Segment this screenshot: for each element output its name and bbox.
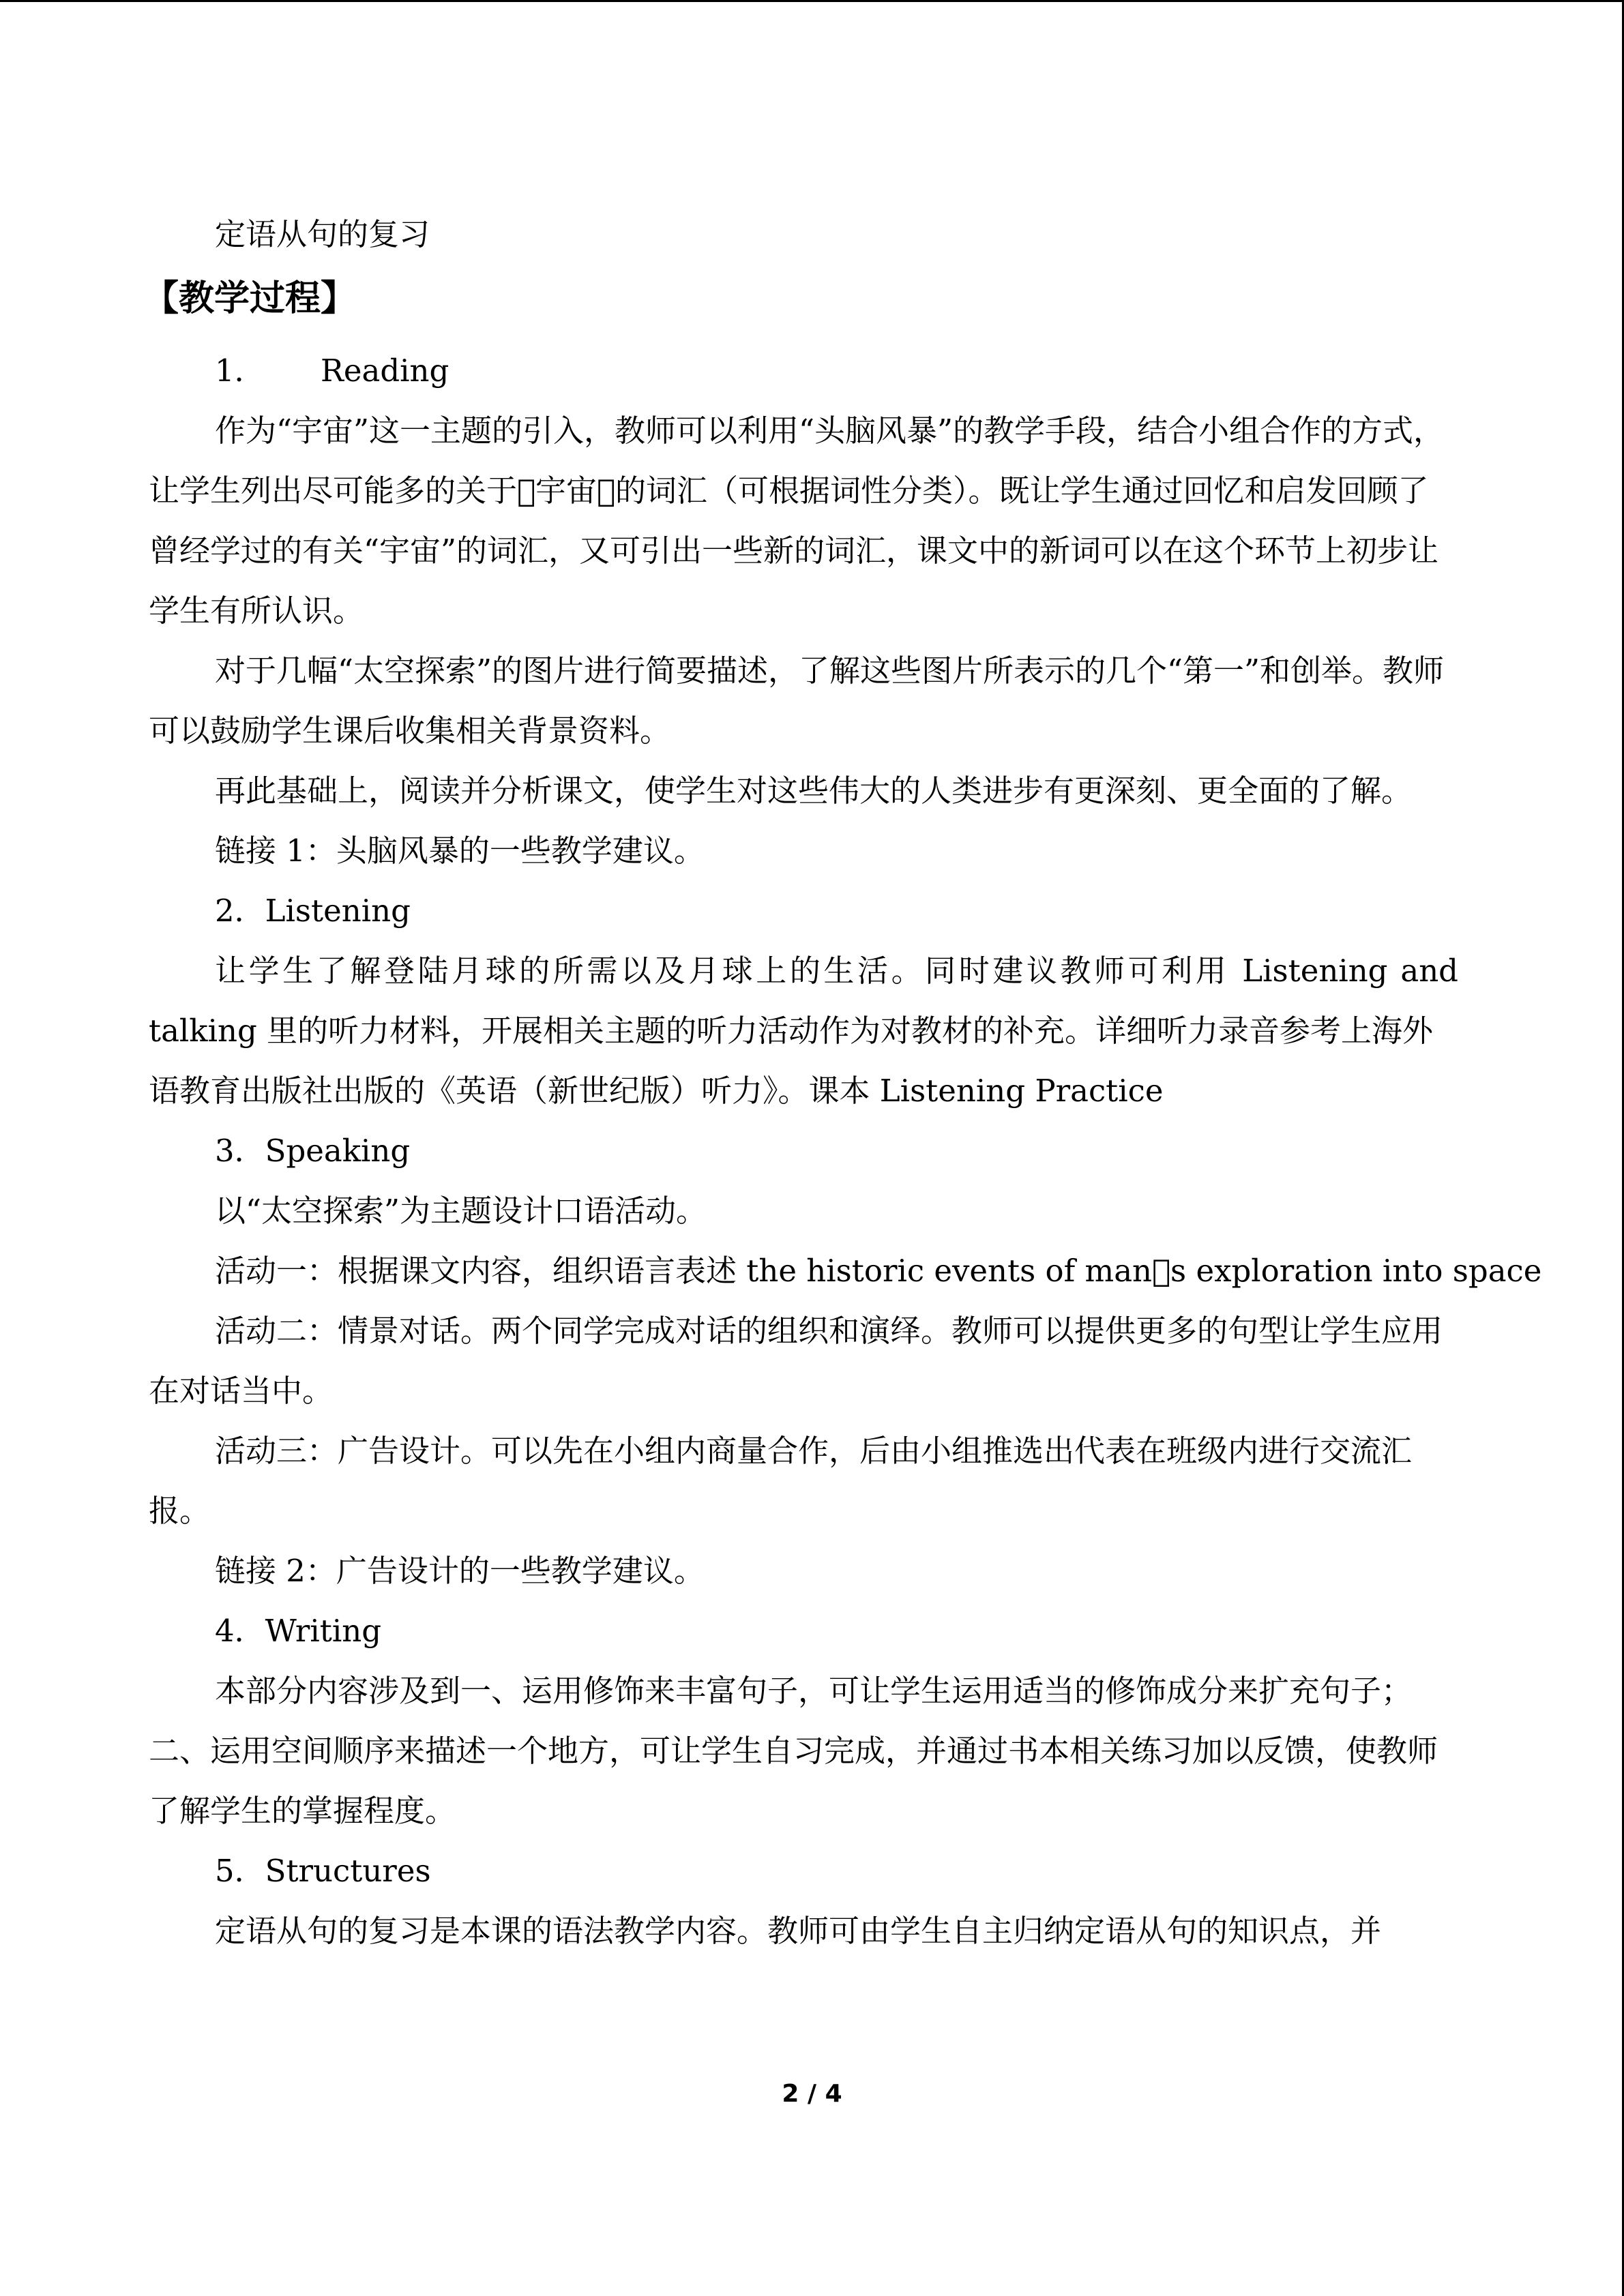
structures-title: 5．Structures [215, 1853, 431, 1889]
section-heading: 【教学过程】 [143, 278, 357, 319]
reading-number: 1． [215, 353, 265, 389]
reading-title: Reading [321, 353, 449, 389]
speaking-activity-3: 活动三：广告设计。可以先在小组内商量合作，后由小组推选出代表在班级内进行交流汇报。 [149, 1433, 1413, 1529]
listening-paragraph-rest: talking 里的听力材料，开展相关主题的听力活动作为对教材的补充。详细听力录音参考上海外语教育出版社出版的《英语（新世纪版）听力》。课本 Listening Practice [149, 1013, 1434, 1109]
speaking-activity-1: 活动一：根据课文内容，组织语言表述 the historic events of man s exploration into space [215, 1253, 1542, 1289]
reading-paragraph-1: 作为“宇宙”这一主题的引入，教师可以利用“头脑风暴”的教学手段，结合小组合作的方式，让学生列出尽可能多的关于 宇宙 的词汇（可根据词性分类）。既让学生通过回忆和启发回顾了曾经学过的有关“宇宙”的词汇，又可引出一些新的词汇，课文中的新词可以在这个环节上初步让学生有所认识。 [149, 413, 1445, 629]
reading-paragraph-3: 再此基础上，阅读并分析课文，使学生对这些伟大的人类进步有更深刻、更全面的了解。 [215, 773, 1413, 809]
reading-title-line [149, 341, 1458, 401]
structures-paragraph-1: 定语从句的复习是本课的语法教学内容。教师可由学生自主归纳定语从句的知识点，并 [215, 1913, 1382, 1949]
speaking-activity-2: 活动二：情景对话。两个同学完成对话的组织和演绎。教师可以提供更多的句型让学生应用在对话当中。 [149, 1313, 1443, 1409]
writing-title: 4．Writing [215, 1613, 382, 1649]
listening-title: 2．Listening [215, 893, 411, 929]
speaking-paragraph-1: 以“太空探索”为主题设计口语活动。 [215, 1193, 707, 1229]
document-body [143, 205, 1542, 1961]
intro-line: 定语从句的复习 [215, 216, 430, 252]
listening-paragraph-line-1: 让学生了解登陆月球的所需以及月球上的生活。同时建议教师可利用 Listening and [215, 953, 1458, 989]
writing-paragraph-1: 本部分内容涉及到一、运用修饰来丰富句子，可让学生运用适当的修饰成分来扩充句子；二、运用空间顺序来描述一个地方，可让学生自习完成，并通过书本相关练习加以反馈，使教师了解学生的掌握程度。 [149, 1673, 1438, 1829]
reading-paragraph-2: 对于几幅“太空探索”的图片进行简要描述，了解这些图片所表示的几个“第一”和创举。教师可以鼓励学生课后收集相关背景资料。 [149, 653, 1445, 749]
speaking-link: 链接 2：广告设计的一些教学建议。 [215, 1553, 705, 1589]
page-indicator: 2 / 4 [782, 2080, 842, 2108]
reading-link: 链接 1：头脑风暴的一些教学建议。 [215, 833, 705, 869]
speaking-title: 3．Speaking [215, 1133, 411, 1169]
